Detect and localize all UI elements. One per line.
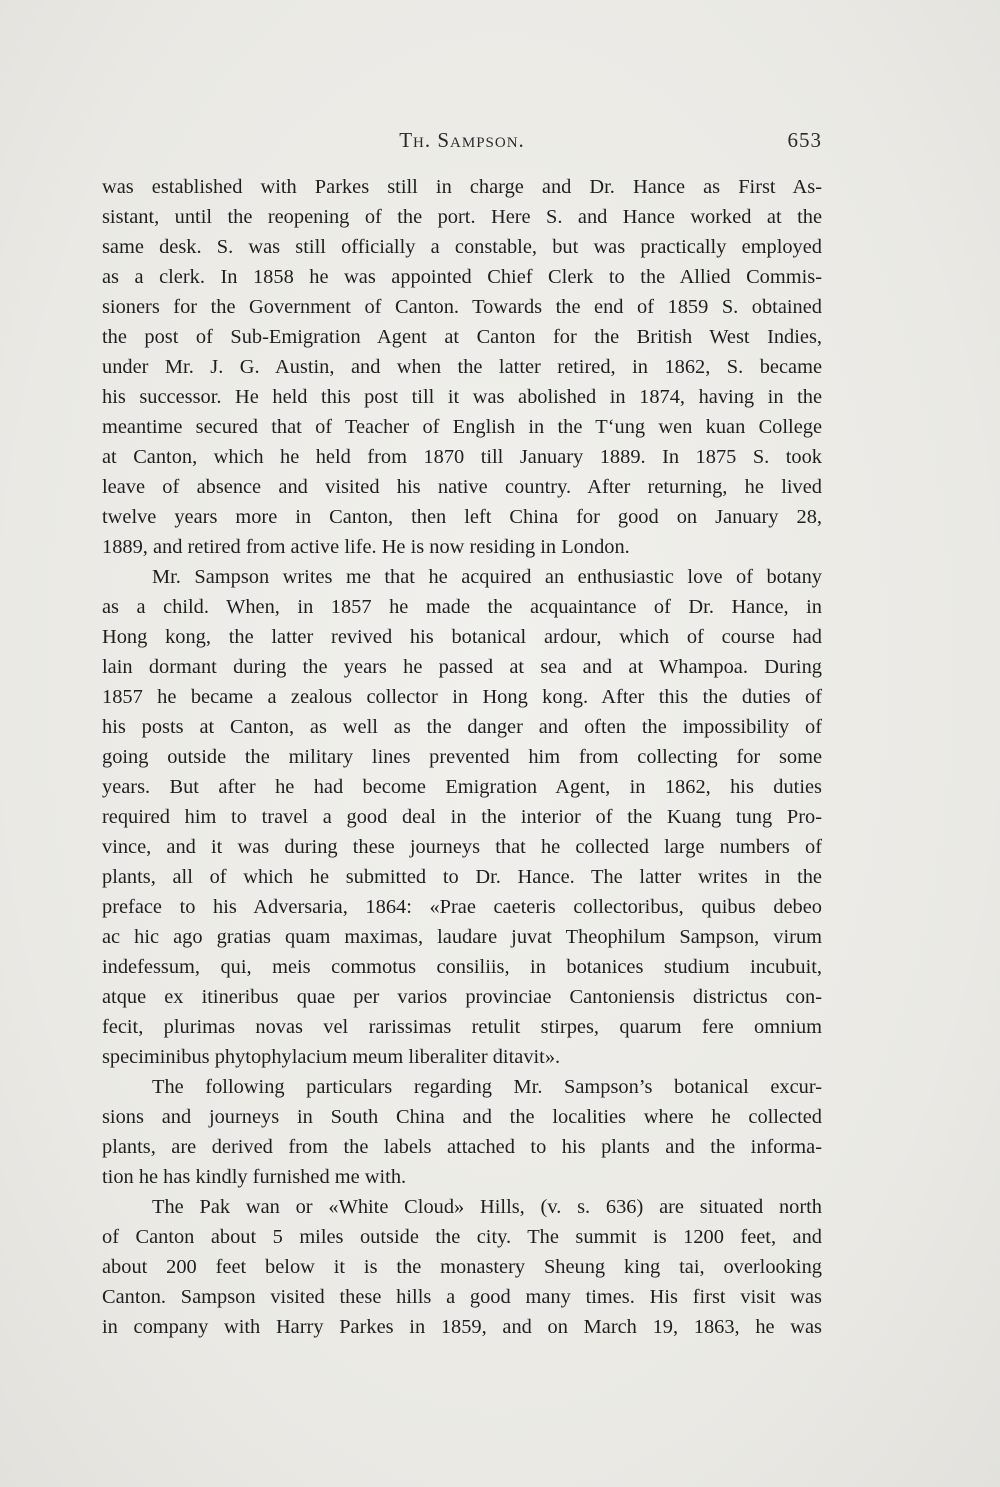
paragraph-end-line: tion he has kindly furnished me with. [102,1166,407,1188]
text-line: 1857 he became a zealous collector in Hong kong. After this the duties of [102,686,822,708]
running-head [102,124,822,158]
text-line: at Canton, which he held from 1870 till January 1889. In 1875 S. took [102,446,822,468]
paragraph-end-line: 1889, and retired from active life. He is now residing in London. [102,536,630,558]
text-line: as a clerk. In 1858 he was appointed Chief Clerk to the Allied Commis- [102,266,822,288]
text-line: as a child. When, in 1857 he made the acquaintance of Dr. Hance, in [102,596,822,618]
text-line: of Canton about 5 miles outside the city. The summit is 1200 feet, and [102,1226,822,1248]
text-line: preface to his Adversaria, 1864: «Prae caeteris collectoribus, quibus debeo [102,896,822,918]
text-line: meantime secured that of Teacher of English in the T‘ung wen kuan College [102,416,822,438]
body-text [102,172,822,1342]
running-head-title: Th. Sampson. [399,128,525,152]
text-line: vince, and it was during these journeys that he collected large numbers of [102,836,822,858]
text-line: years. But after he had become Emigration Agent, in 1862, his duties [102,776,822,798]
text-line: his successor. He held this post till it was abolished in 1874, having in the [102,386,822,408]
text-line: about 200 feet below it is the monastery Sheung king tai, overlooking [102,1256,822,1278]
text-line: the post of Sub-Emigration Agent at Canton for the British West Indies, [102,326,822,348]
text-line: plants, are derived from the labels attached to his plants and the informa- [102,1136,822,1158]
text-line: sions and journeys in South China and the localities where he collected [102,1106,822,1128]
text-line: lain dormant during the years he passed at sea and at Whampoa. During [102,656,822,678]
text-line: leave of absence and visited his native country. After returning, he lived [102,476,822,498]
text-line: atque ex itineribus quae per varios provinciae Cantoniensis districtus con- [102,986,822,1008]
paragraph-end-line: speciminibus phytophylacium meum liberaliter ditavit». [102,1046,561,1068]
paragraph-first-line: Mr. Sampson writes me that he acquired an enthusiastic love of botany [152,566,822,588]
text-line: required him to travel a good deal in the interior of the Kuang tung Pro- [102,806,822,828]
text-line: sistant, until the reopening of the port. Here S. and Hance worked at the [102,206,822,228]
text-line: plants, all of which he submitted to Dr. Hance. The latter writes in the [102,866,822,888]
text-line: his posts at Canton, as well as the danger and often the impossibility of [102,716,822,738]
text-line: same desk. S. was still officially a constable, but was practically employed [102,236,822,258]
text-line: twelve years more in Canton, then left China for good on January 28, [102,506,822,528]
text-line: Hong kong, the latter revived his botanical ardour, which of course had [102,626,822,648]
text-line: was established with Parkes still in charge and Dr. Hance as First As- [102,176,822,198]
page-number: 653 [787,128,822,152]
text-line: under Mr. J. G. Austin, and when the latter retired, in 1862, S. became [102,356,822,378]
paragraph-first-line: The Pak wan or «White Cloud» Hills, (v. s. 636) are situated north [152,1196,822,1218]
text-line: in company with Harry Parkes in 1859, and on March 19, 1863, he was [102,1316,822,1338]
paragraph-first-line: The following particulars regarding Mr. Sampson’s botanical excur- [152,1076,822,1098]
text-line: fecit, plurimas novas vel rarissimas retulit stirpes, quarum fere omnium [102,1016,822,1038]
text-line: going outside the military lines prevented him from collecting for some [102,746,822,768]
text-line: ac hic ago gratias quam maximas, laudare juvat Theophilum Sampson, virum [102,926,822,948]
text-line: Canton. Sampson visited these hills a good many times. His first visit was [102,1286,822,1308]
text-line: indefessum, qui, meis commotus consiliis, in botanices studium incubuit, [102,956,822,978]
text-line: sioners for the Government of Canton. Towards the end of 1859 S. obtained [102,296,822,318]
